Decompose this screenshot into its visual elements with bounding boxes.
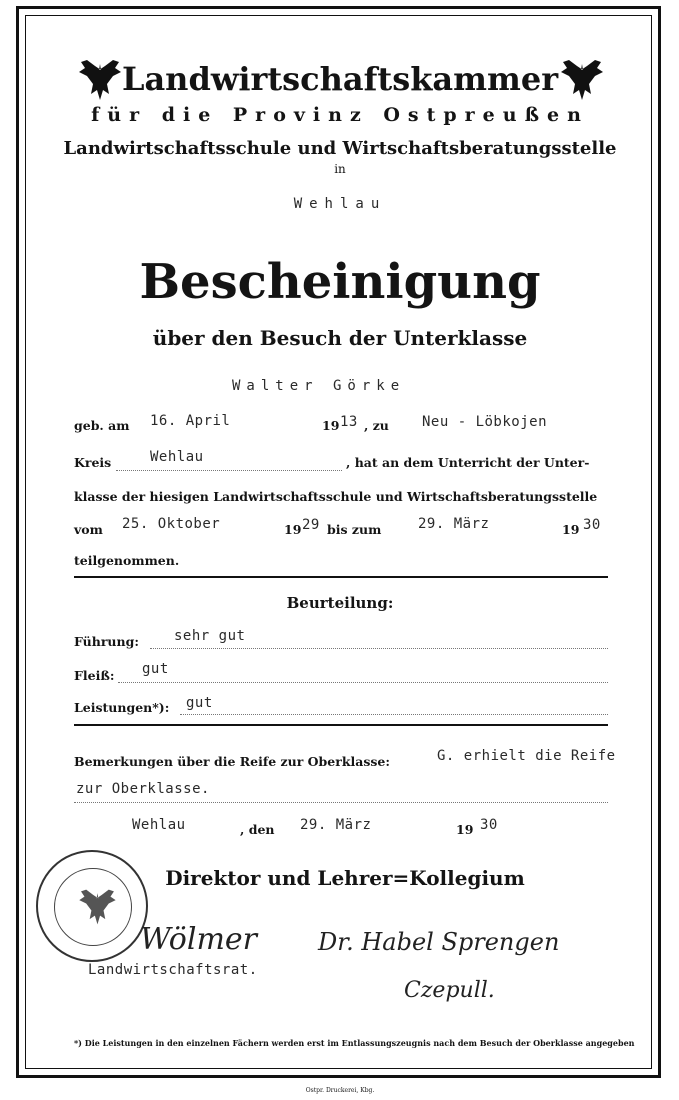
divider-1: [74, 576, 608, 578]
remarks-line-2: zur Oberklasse.: [76, 781, 210, 797]
conduct-dotted-line: [150, 648, 608, 649]
participated-text: teilgenommen.: [74, 553, 180, 568]
student-name: Walter Görke: [232, 378, 406, 394]
signatory-title: Landwirtschaftsrat.: [88, 962, 258, 978]
in-label: in: [334, 162, 346, 176]
date-place: Wehlau: [132, 817, 186, 833]
from-year-prefix: 19: [284, 522, 302, 537]
issue-year: 30: [480, 817, 498, 833]
district-dotted-line: [116, 470, 342, 471]
province-line: für die Provinz Ostpreußen: [91, 104, 589, 126]
stamp-eagle-icon: [68, 882, 120, 932]
document-title: Bescheinigung: [139, 254, 541, 310]
assessment-heading: Beurteilung:: [286, 594, 394, 612]
date-den-label: , den: [240, 822, 275, 837]
signature-teacher-2: Czepull.: [404, 978, 495, 1003]
divider-2: [74, 724, 608, 726]
to-date: 29. März: [418, 516, 490, 532]
school-name: Landwirtschaftsschule und Wirtschaftsberatungsstelle: [63, 138, 617, 159]
birth-year: 13: [340, 414, 358, 430]
org-title: Landwirtschaftskammer: [121, 60, 559, 98]
signature-teacher-1: Dr. Habel Sprengen: [318, 928, 560, 956]
town-name: Wehlau: [293, 196, 387, 212]
to-year-prefix: 19: [562, 522, 580, 537]
diligence-value: gut: [142, 661, 169, 677]
to-year: 30: [583, 517, 601, 533]
issue-date: 29. März: [300, 817, 372, 833]
printer-imprint: Ostpr. Druckerei, Kbg.: [305, 1087, 375, 1094]
place-label: , zu: [364, 418, 389, 433]
diligence-label: Fleiß:: [74, 668, 115, 683]
performance-value: gut: [186, 695, 213, 711]
official-stamp: [36, 850, 148, 962]
birth-year-prefix: 19: [322, 418, 340, 433]
conduct-label: Führung:: [74, 634, 139, 649]
remarks-dotted-line: [74, 802, 608, 803]
from-year: 29: [302, 517, 320, 533]
performance-dotted-line: [180, 714, 608, 715]
document-subtitle: über den Besuch der Unterklasse: [152, 326, 528, 350]
remarks-line-1: G. erhielt die Reife: [437, 748, 616, 764]
issue-year-prefix: 19: [456, 822, 474, 837]
conduct-value: sehr gut: [174, 628, 246, 644]
diligence-dotted-line: [118, 682, 608, 683]
text-line-1: , hat an dem Unterricht der Unter-: [346, 455, 590, 470]
signature-heading: Direktor und Lehrer=Kollegium: [165, 866, 525, 890]
from-label: vom: [74, 522, 103, 537]
performance-label: Leistungen*):: [74, 700, 170, 715]
born-label: geb. am: [74, 418, 130, 433]
from-date: 25. Oktober: [122, 516, 221, 532]
signature-director: Wölmer: [140, 922, 257, 957]
footnote: *) Die Leistungen in den einzelnen Fächern werden erst im Entlassungszeugnis nach dem Besuch der Oberklasse angegeben: [74, 1038, 635, 1048]
birth-date: 16. April: [150, 413, 231, 429]
district-label: Kreis: [74, 455, 112, 470]
district-value: Wehlau: [150, 449, 204, 465]
text-line-2: klasse der hiesigen Landwirtschaftsschule und Wirtschaftsberatungsstelle: [74, 489, 598, 504]
birth-place: Neu - Löbkojen: [422, 414, 548, 430]
remarks-label: Bemerkungen über die Reife zur Oberklasse:: [74, 754, 390, 769]
to-label: bis zum: [327, 522, 382, 537]
